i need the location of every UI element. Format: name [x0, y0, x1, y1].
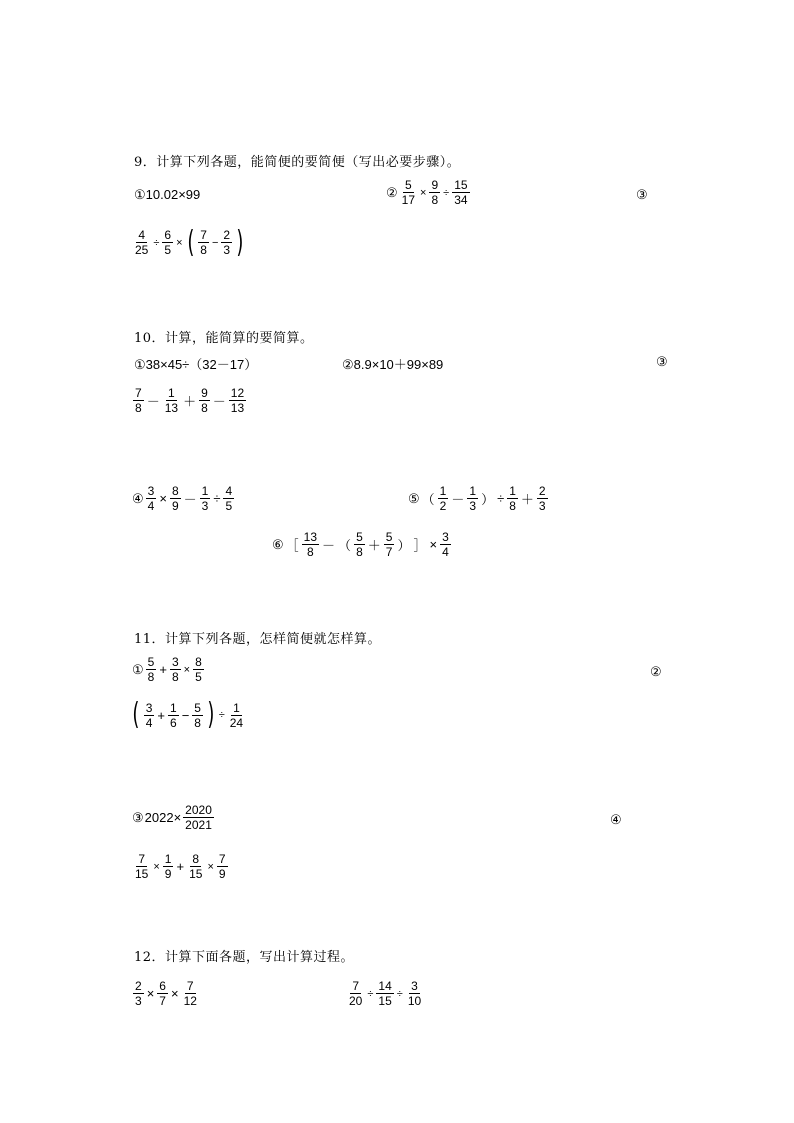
num: 5 [404, 178, 412, 192]
q11-p1-label: ① [132, 661, 144, 677]
num: 5 [147, 655, 155, 669]
left-paren: ( [132, 697, 140, 732]
op: × [207, 860, 214, 873]
q12-p1 [132, 975, 200, 1008]
frac [157, 979, 168, 1008]
left-paren: （ [421, 492, 435, 507]
den: 17 [401, 193, 416, 207]
num: 1 [168, 386, 175, 400]
den: 6 [170, 715, 177, 730]
op: ÷ [497, 491, 505, 506]
den: 5 [195, 670, 202, 684]
num: 4 [138, 228, 146, 242]
num: 1 [164, 852, 172, 866]
frac [217, 852, 228, 881]
right-paren: ) [207, 697, 215, 732]
den: 8 [307, 545, 314, 559]
den: 4 [442, 545, 449, 559]
op: ÷ [213, 491, 221, 506]
frac [200, 484, 211, 513]
frac [133, 386, 144, 415]
frac [170, 655, 181, 684]
den: 13 [164, 401, 179, 415]
q9-p3-frac3 [198, 228, 209, 257]
num: 8 [195, 655, 202, 669]
frac [133, 852, 150, 881]
q10-p1-expr: 38×45÷（32－17） [145, 357, 258, 372]
q12-title: 12．计算下面各题，写出计算过程。 [134, 950, 355, 965]
op: + [157, 707, 165, 723]
q10-p3-label: ③ [656, 354, 668, 369]
num: 3 [171, 655, 179, 669]
num: 5 [385, 530, 393, 544]
num: 7 [186, 979, 194, 993]
q9-p1-expr: 10.02×99 [145, 187, 201, 202]
num: 12 [230, 386, 245, 400]
frac [146, 655, 157, 684]
frac [146, 484, 157, 513]
op: × [153, 860, 160, 873]
q10-p5-label: ⑤ [408, 490, 420, 506]
q11-title: 11．计算下列各题，怎样简便就怎样算。 [134, 632, 382, 647]
den: 3 [201, 499, 209, 513]
q9-p3-frac4 [221, 228, 232, 257]
q10-p3 [132, 382, 247, 415]
den: 15 [135, 867, 149, 881]
den: 8 [135, 401, 142, 415]
frac [537, 484, 548, 513]
frac [376, 979, 393, 1008]
frac [192, 701, 203, 730]
q9-p3-frac1 [133, 228, 150, 257]
frac [182, 979, 199, 1008]
den: 9 [164, 867, 172, 881]
den: 10 [407, 994, 422, 1008]
frac [507, 484, 518, 513]
den: 3 [538, 499, 546, 513]
den: 8 [194, 715, 201, 730]
q9-p1 [134, 187, 200, 203]
num: 2 [135, 979, 142, 993]
q10-title: 10．计算，能简算的要简算。 [134, 331, 314, 346]
right-paren: ) [236, 224, 244, 260]
q9-title: 9．计算下列各题，能简便的要简便（写出必要步骤）。 [134, 155, 461, 170]
left-paren: （ [338, 538, 352, 553]
q10-p1 [134, 354, 257, 373]
den: 3 [223, 243, 231, 257]
frac [163, 852, 174, 881]
num: 4 [225, 484, 233, 498]
op: + [159, 662, 167, 677]
op: ＋ [183, 394, 197, 409]
left-paren: ( [186, 224, 194, 260]
num: 1 [170, 700, 177, 715]
op: ÷ [153, 236, 160, 249]
num: 8 [192, 852, 200, 866]
op: + [176, 859, 185, 874]
num: 1 [509, 484, 516, 498]
op: × [183, 663, 191, 676]
q9-p3-frac2 [162, 228, 173, 257]
den: 5 [225, 499, 233, 513]
frac [170, 484, 181, 513]
frac [347, 979, 364, 1008]
q10-p6 [272, 530, 452, 559]
q9-p3 [132, 224, 246, 258]
den: 3 [469, 499, 477, 513]
frac [199, 386, 210, 415]
right-bracket: ］ [413, 538, 427, 553]
den: 5 [164, 243, 172, 257]
frac [229, 386, 246, 415]
frac [406, 979, 423, 1008]
frac [144, 701, 155, 730]
num: 14 [378, 979, 392, 993]
q10-p4-label: ④ [132, 490, 144, 506]
num: 1 [469, 484, 477, 498]
frac [438, 484, 449, 513]
den: 8 [509, 499, 516, 513]
op: − [181, 707, 190, 723]
q10-p1-label: ① [134, 357, 146, 372]
num: 2020 [185, 803, 212, 817]
num: 13 [303, 530, 318, 544]
num: 3 [411, 979, 418, 993]
frac [467, 484, 478, 513]
left-bracket: ［ [285, 538, 299, 553]
den: 8 [201, 401, 208, 415]
frac [163, 386, 180, 415]
num: 3 [147, 484, 155, 498]
op: ＋ [367, 538, 381, 553]
op: － [451, 492, 465, 507]
q9-p3-label: ③ [636, 187, 648, 202]
op: × [159, 491, 167, 506]
q9-p2-label: ② [386, 184, 398, 200]
q11-p1 [132, 655, 205, 684]
right-paren: ） [397, 538, 411, 553]
q10-p2-expr: 8.9×10＋99×89 [353, 357, 444, 372]
q11-p3 [132, 803, 215, 832]
op: × [420, 186, 427, 199]
q9-p2-frac3 [452, 178, 469, 207]
num: 5 [356, 530, 363, 544]
q11-p2 [130, 697, 246, 732]
frac [133, 979, 144, 1008]
op: × [146, 986, 155, 1001]
den: 24 [229, 715, 244, 730]
frac [187, 852, 204, 881]
q10-p5 [408, 484, 549, 513]
q10-p2-label: ② [342, 357, 354, 372]
den: 8 [200, 243, 207, 257]
num: 7 [138, 852, 146, 866]
num: 2 [538, 484, 546, 498]
q9-p2 [386, 178, 471, 207]
q10-p2 [342, 354, 443, 373]
den: 2021 [185, 818, 212, 832]
q11-p2-label: ② [650, 664, 662, 679]
num: 9 [201, 386, 208, 400]
frac [302, 530, 319, 559]
num: 2 [223, 228, 231, 242]
q9-p2-frac2 [429, 178, 440, 207]
num: 5 [194, 700, 201, 715]
num: 3 [442, 530, 449, 544]
op: ÷ [218, 709, 225, 721]
op: － [146, 394, 160, 409]
q11-p4-label: ④ [610, 812, 622, 827]
den: 7 [159, 994, 166, 1008]
den: 15 [189, 867, 203, 881]
num: 7 [352, 979, 360, 993]
q11-p4 [132, 848, 229, 881]
q11-p3-label: ③ [132, 809, 144, 825]
den: 13 [230, 401, 245, 415]
num: 1 [233, 700, 240, 715]
op: ÷ [367, 987, 374, 1000]
op: × [176, 236, 183, 249]
num: 8 [171, 484, 179, 498]
den: 25 [135, 243, 149, 257]
den: 2 [439, 499, 447, 513]
den: 9 [218, 867, 226, 881]
op: ÷ [443, 186, 450, 199]
op: − [211, 236, 219, 249]
num: 1 [439, 484, 447, 498]
den: 12 [183, 994, 197, 1008]
num: 9 [431, 178, 439, 192]
frac [440, 530, 451, 559]
frac [384, 530, 395, 559]
op: × [170, 986, 179, 1001]
q11-p3-text: 2022× [144, 810, 182, 825]
frac [354, 530, 365, 559]
den: 9 [171, 499, 179, 513]
frac [228, 701, 245, 730]
op: ÷ [396, 987, 403, 1000]
op: － [183, 492, 197, 507]
den: 4 [145, 715, 153, 730]
q10-p4 [132, 484, 235, 513]
num: 1 [201, 484, 209, 498]
den: 7 [385, 545, 393, 559]
num: 6 [159, 979, 166, 993]
q12-p2 [346, 975, 424, 1008]
den: 15 [378, 994, 392, 1008]
num: 7 [218, 852, 226, 866]
q9-p1-label: ① [134, 187, 146, 202]
frac [183, 803, 214, 832]
den: 3 [135, 994, 142, 1008]
num: 7 [135, 386, 142, 400]
den: 20 [349, 994, 363, 1008]
op: － [212, 394, 226, 409]
q9-p2-frac1 [400, 178, 417, 207]
num: 3 [145, 700, 153, 715]
den: 8 [147, 670, 155, 684]
frac [193, 655, 204, 684]
num: 7 [200, 228, 207, 242]
den: 34 [454, 193, 468, 207]
frac [223, 484, 234, 513]
num: 15 [454, 178, 468, 192]
right-paren: ） [481, 492, 495, 507]
den: 8 [356, 545, 363, 559]
den: 8 [171, 670, 179, 684]
op: ＋ [520, 492, 534, 507]
q10-p6-label: ⑥ [272, 536, 284, 552]
op: － [322, 538, 336, 553]
num: 6 [164, 228, 172, 242]
den: 8 [431, 193, 439, 207]
frac [168, 701, 179, 730]
den: 4 [147, 499, 155, 513]
op: × [429, 537, 438, 552]
